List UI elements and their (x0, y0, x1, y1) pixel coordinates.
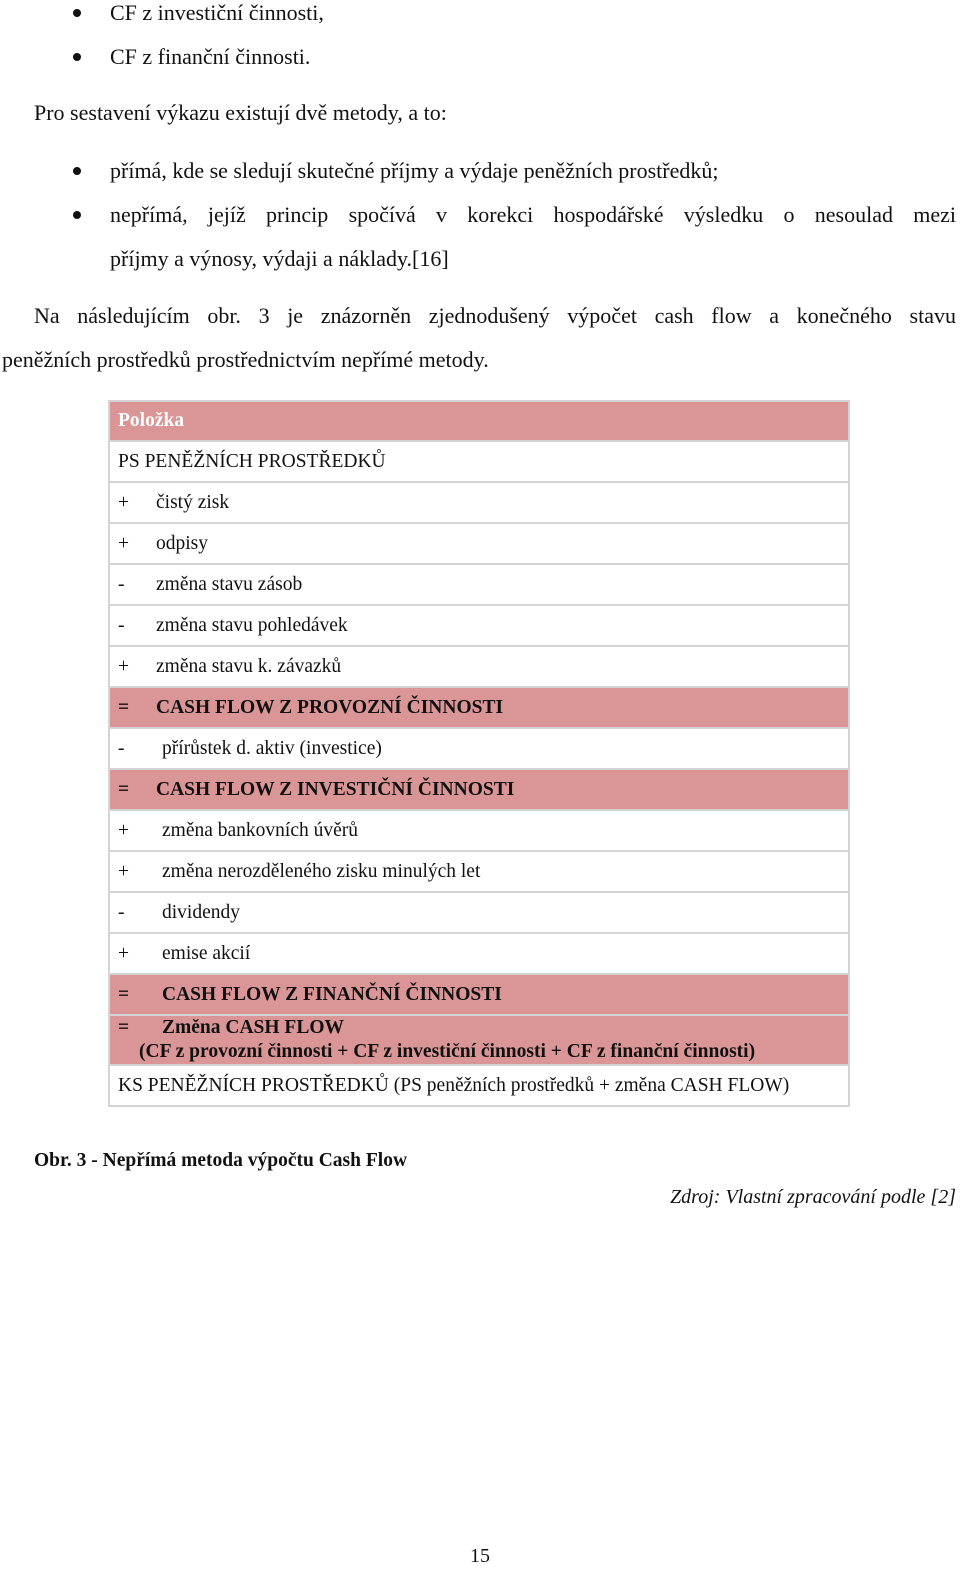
sign: + (118, 860, 129, 882)
row-label: CASH FLOW Z PROVOZNÍ ČINNOSTI (156, 696, 504, 718)
sign: = (118, 696, 130, 718)
source-note: Zdroj: Vlastní zpracování podle [2] (670, 1186, 956, 1208)
table-row (109, 810, 849, 851)
sign: + (118, 655, 129, 677)
intro-paragraph: Pro sestavení výkazu existují dvě metody, a to: (34, 100, 447, 125)
sign: + (118, 532, 129, 554)
paragraph-line: peněžních prostředků prostřednictvím nepřímé metody. (2, 347, 489, 372)
row-label: přírůstek d. aktiv (investice) (162, 737, 382, 759)
list-item: CF z finanční činnosti. (110, 44, 311, 69)
bullet-icon (73, 9, 81, 17)
table-row (109, 605, 849, 646)
row-label: změna stavu k. závazků (156, 655, 342, 677)
sign: = (118, 1017, 130, 1038)
subtotal-row (109, 687, 849, 728)
page-number: 15 (470, 1545, 490, 1567)
sign: = (118, 983, 130, 1005)
list-item: CF z investiční činnosti, (110, 0, 324, 25)
closing-balance: KS PENĚŽNÍCH PROSTŘEDKŮ (PS peněžních prostředků + změna CASH FLOW) (109, 1065, 849, 1106)
row-label: změna stavu pohledávek (156, 614, 348, 636)
row-label: změna bankovních úvěrů (162, 819, 359, 841)
total-change-row (109, 1015, 849, 1065)
row-label: CASH FLOW Z INVESTIČNÍ ČINNOSTI (156, 778, 515, 800)
sign: + (118, 942, 129, 964)
list-item: přímá, kde se sledují skutečné příjmy a výdaje peněžních prostředků; (110, 158, 719, 183)
row-label: čistý zisk (156, 491, 230, 513)
sign: - (118, 614, 125, 636)
paragraph-text: Na následujícím obr. 3 je znázorněn zjednodušený výpočet cash flow a konečného stavu (34, 303, 956, 328)
figure-caption: Obr. 3 - Nepřímá metoda výpočtu Cash Flow (34, 1150, 408, 1171)
paragraph-line (34, 303, 956, 329)
row-label: změna stavu zásob (156, 573, 303, 595)
list-item-continuation: příjmy a výnosy, výdaji a náklady.[16] (110, 246, 449, 271)
table-row (109, 523, 849, 564)
table-row (109, 482, 849, 523)
bullet-icon (73, 167, 81, 175)
subtotal-row (109, 769, 849, 810)
opening-balance: PS PENĚŽNÍCH PROSTŘEDKŮ (109, 441, 849, 482)
row-label: Změna CASH FLOW (162, 1017, 345, 1038)
sign: - (118, 573, 125, 595)
table-row (109, 933, 849, 974)
table-row (109, 1065, 849, 1106)
list-item-text: nepřímá, jejíž princip spočívá v korekci hospodářské výsledku o nesoulad mezi (110, 202, 956, 227)
table-header: Položka (109, 401, 849, 441)
table-row (109, 851, 849, 892)
sign: = (118, 778, 130, 800)
list-item (110, 202, 956, 228)
sign: + (118, 491, 129, 513)
sign: - (118, 901, 125, 923)
sign: - (118, 737, 125, 759)
table-row (109, 728, 849, 769)
table-row (109, 646, 849, 687)
bullet-icon (73, 53, 81, 61)
row-label: CASH FLOW Z FINANČNÍ ČINNOSTI (162, 983, 502, 1005)
row-label: dividendy (162, 901, 240, 923)
row-label: změna nerozděleného zisku minulých let (162, 860, 481, 882)
row-label: emise akcií (162, 942, 251, 964)
sign: + (118, 819, 129, 841)
table-header-row (109, 401, 849, 441)
cash-flow-table (108, 400, 850, 1107)
row-label: odpisy (156, 532, 209, 554)
table-row (109, 892, 849, 933)
table-row (109, 564, 849, 605)
subtotal-row (109, 974, 849, 1015)
bullet-icon (73, 211, 81, 219)
row-sublabel: (CF z provozní činnosti + CF z investiční činnosti + CF z finanční činnosti) (139, 1041, 756, 1062)
table-row (109, 441, 849, 482)
